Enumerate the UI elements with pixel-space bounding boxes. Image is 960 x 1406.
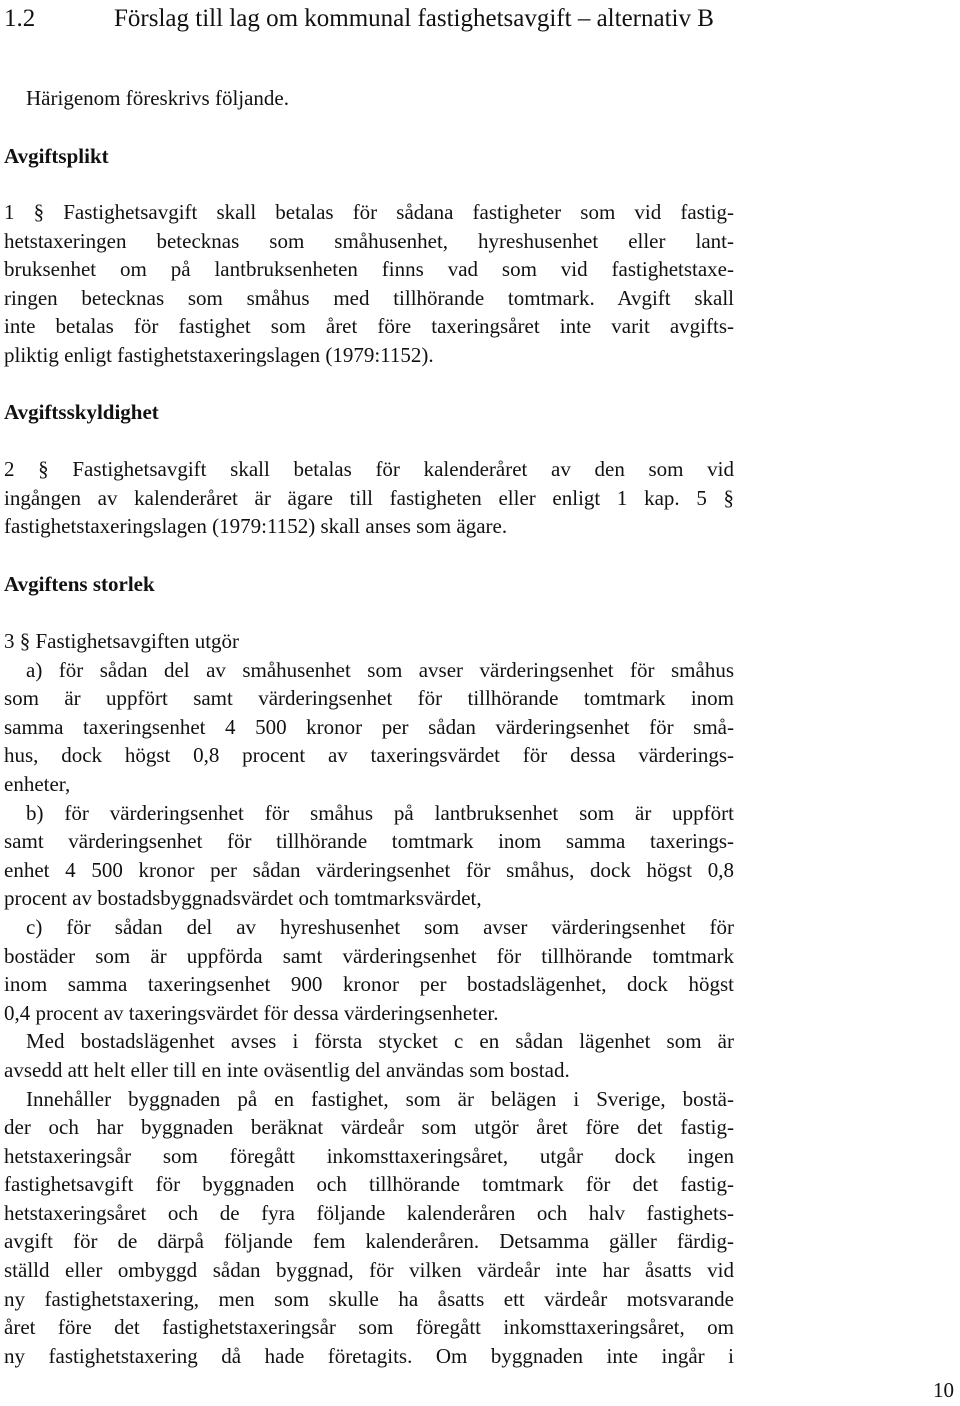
text-line: 3 § Fastighetsavgiften utgör <box>4 629 240 653</box>
text-line: fastighetsavgift för byggnaden och tillhörande tomtmark för det fastig- <box>4 1172 734 1197</box>
heading-avgiftsskyldighet: Avgiftsskyldighet <box>4 400 159 424</box>
text-line: bostäder som är uppförda samt värderingsenhet för tillhörande tomtmark <box>4 943 734 968</box>
heading-avgiftens-storlek: Avgiftens storlek <box>4 572 155 596</box>
text-line: Innehåller byggnaden på en fastighet, som är belägen i Sverige, bostä- <box>26 1086 734 1111</box>
paragraph-3 <box>4 627 734 1370</box>
text-line: der och har byggnaden beräknat värdeår som utgör året före det fastig- <box>4 1115 734 1140</box>
text-line: avgift för de därpå följande fem kalenderåren. Detsamma gäller färdig- <box>4 1229 734 1254</box>
text-line: året före det fastighetstaxeringsår som föregått inkomsttaxeringsåret, om <box>4 1315 734 1340</box>
page-number: 10 <box>933 1378 954 1402</box>
text-line: c) för sådan del av hyreshusenhet som avser värderingsenhet för <box>26 914 734 939</box>
text-line: ställd eller ombyggd sådan byggnad, för vilken värdeår inte har åsatts vid <box>4 1258 734 1283</box>
text-line: ingången av kalenderåret är ägare till fastigheten eller enligt 1 kap. 5 § <box>4 485 734 510</box>
text-line: Med bostadslägenhet avses i första stycket c en sådan lägenhet som är <box>26 1029 734 1054</box>
text-line: fastighetstaxeringslagen (1979:1152) skall anses som ägare. <box>4 514 508 539</box>
text-line: samt värderingsenhet för tillhörande tomtmark inom samma taxerings- <box>4 829 734 854</box>
text-line: 2 § Fastighetsavgift skall betalas för kalenderåret av den som vid <box>4 457 734 481</box>
intro-text: Härigenom föreskrivs följande. <box>26 86 290 110</box>
text-line: inte betalas för fastighet som året före taxeringsåret inte varit avgifts- <box>4 314 734 339</box>
section-title: Förslag till lag om kommunal fastighetsavgift – alternativ B <box>114 5 714 32</box>
text-line: procent av bostadsbyggnadsvärdet och tomtmarksvärdet, <box>4 886 482 911</box>
heading-avgiftsplikt: Avgiftsplikt <box>4 144 109 168</box>
text-line: 1 § Fastighetsavgift skall betalas för sådana fastigheter som vid fastig- <box>4 200 734 224</box>
text-line: som är uppfört samt värderingsenhet för tillhörande tomtmark inom <box>4 686 734 711</box>
text-line: b) för värderingsenhet för småhus på lantbruksenhet som är uppfört <box>26 800 734 825</box>
paragraph-2 <box>4 455 734 541</box>
paragraph-1 <box>4 198 734 370</box>
text-line: 0,4 procent av taxeringsvärdet för dessa värderingsenheter. <box>4 1000 499 1025</box>
text-line: bruksenhet om på lantbruksenheten finns vad som vid fastighetstaxe- <box>4 257 734 282</box>
text-line: hetstaxeringsår som föregått inkomsttaxeringsåret, utgår dock ingen <box>4 1143 734 1168</box>
text-line: pliktig enligt fastighetstaxeringslagen (1979:1152). <box>4 342 434 367</box>
text-line: ringen betecknas som småhus med tillhörande tomtmark. Avgift skall <box>4 285 734 310</box>
text-line: a) för sådan del av småhusenhet som avser värderingsenhet för småhus <box>26 657 734 682</box>
text-line: hetstaxeringen betecknas som småhusenhet, hyreshusenhet eller lant- <box>4 228 734 253</box>
text-line: avsedd att helt eller till en inte oväsentlig del användas som bostad. <box>4 1057 570 1082</box>
text-line: enheter, <box>4 771 71 796</box>
text-line: hetstaxeringsåret och de fyra följande kalenderåren och halv fastighets- <box>4 1200 734 1225</box>
text-line: hus, dock högst 0,8 procent av taxeringsvärdet för dessa värderings- <box>4 743 734 768</box>
text-line: enhet 4 500 kronor per sådan värderingsenhet för småhus, dock högst 0,8 <box>4 857 734 882</box>
text-line: inom samma taxeringsenhet 900 kronor per bostadslägenhet, dock högst <box>4 972 734 997</box>
section-number: 1.2 <box>4 5 36 32</box>
text-line: samma taxeringsenhet 4 500 kronor per sådan värderingsenhet för små- <box>4 714 734 739</box>
text-line: ny fastighetstaxering, men som skulle ha åsatts ett värdeår motsvarande <box>4 1286 734 1311</box>
text-line: ny fastighetstaxering då hade företagits. Om byggnaden inte ingår i <box>4 1343 734 1368</box>
